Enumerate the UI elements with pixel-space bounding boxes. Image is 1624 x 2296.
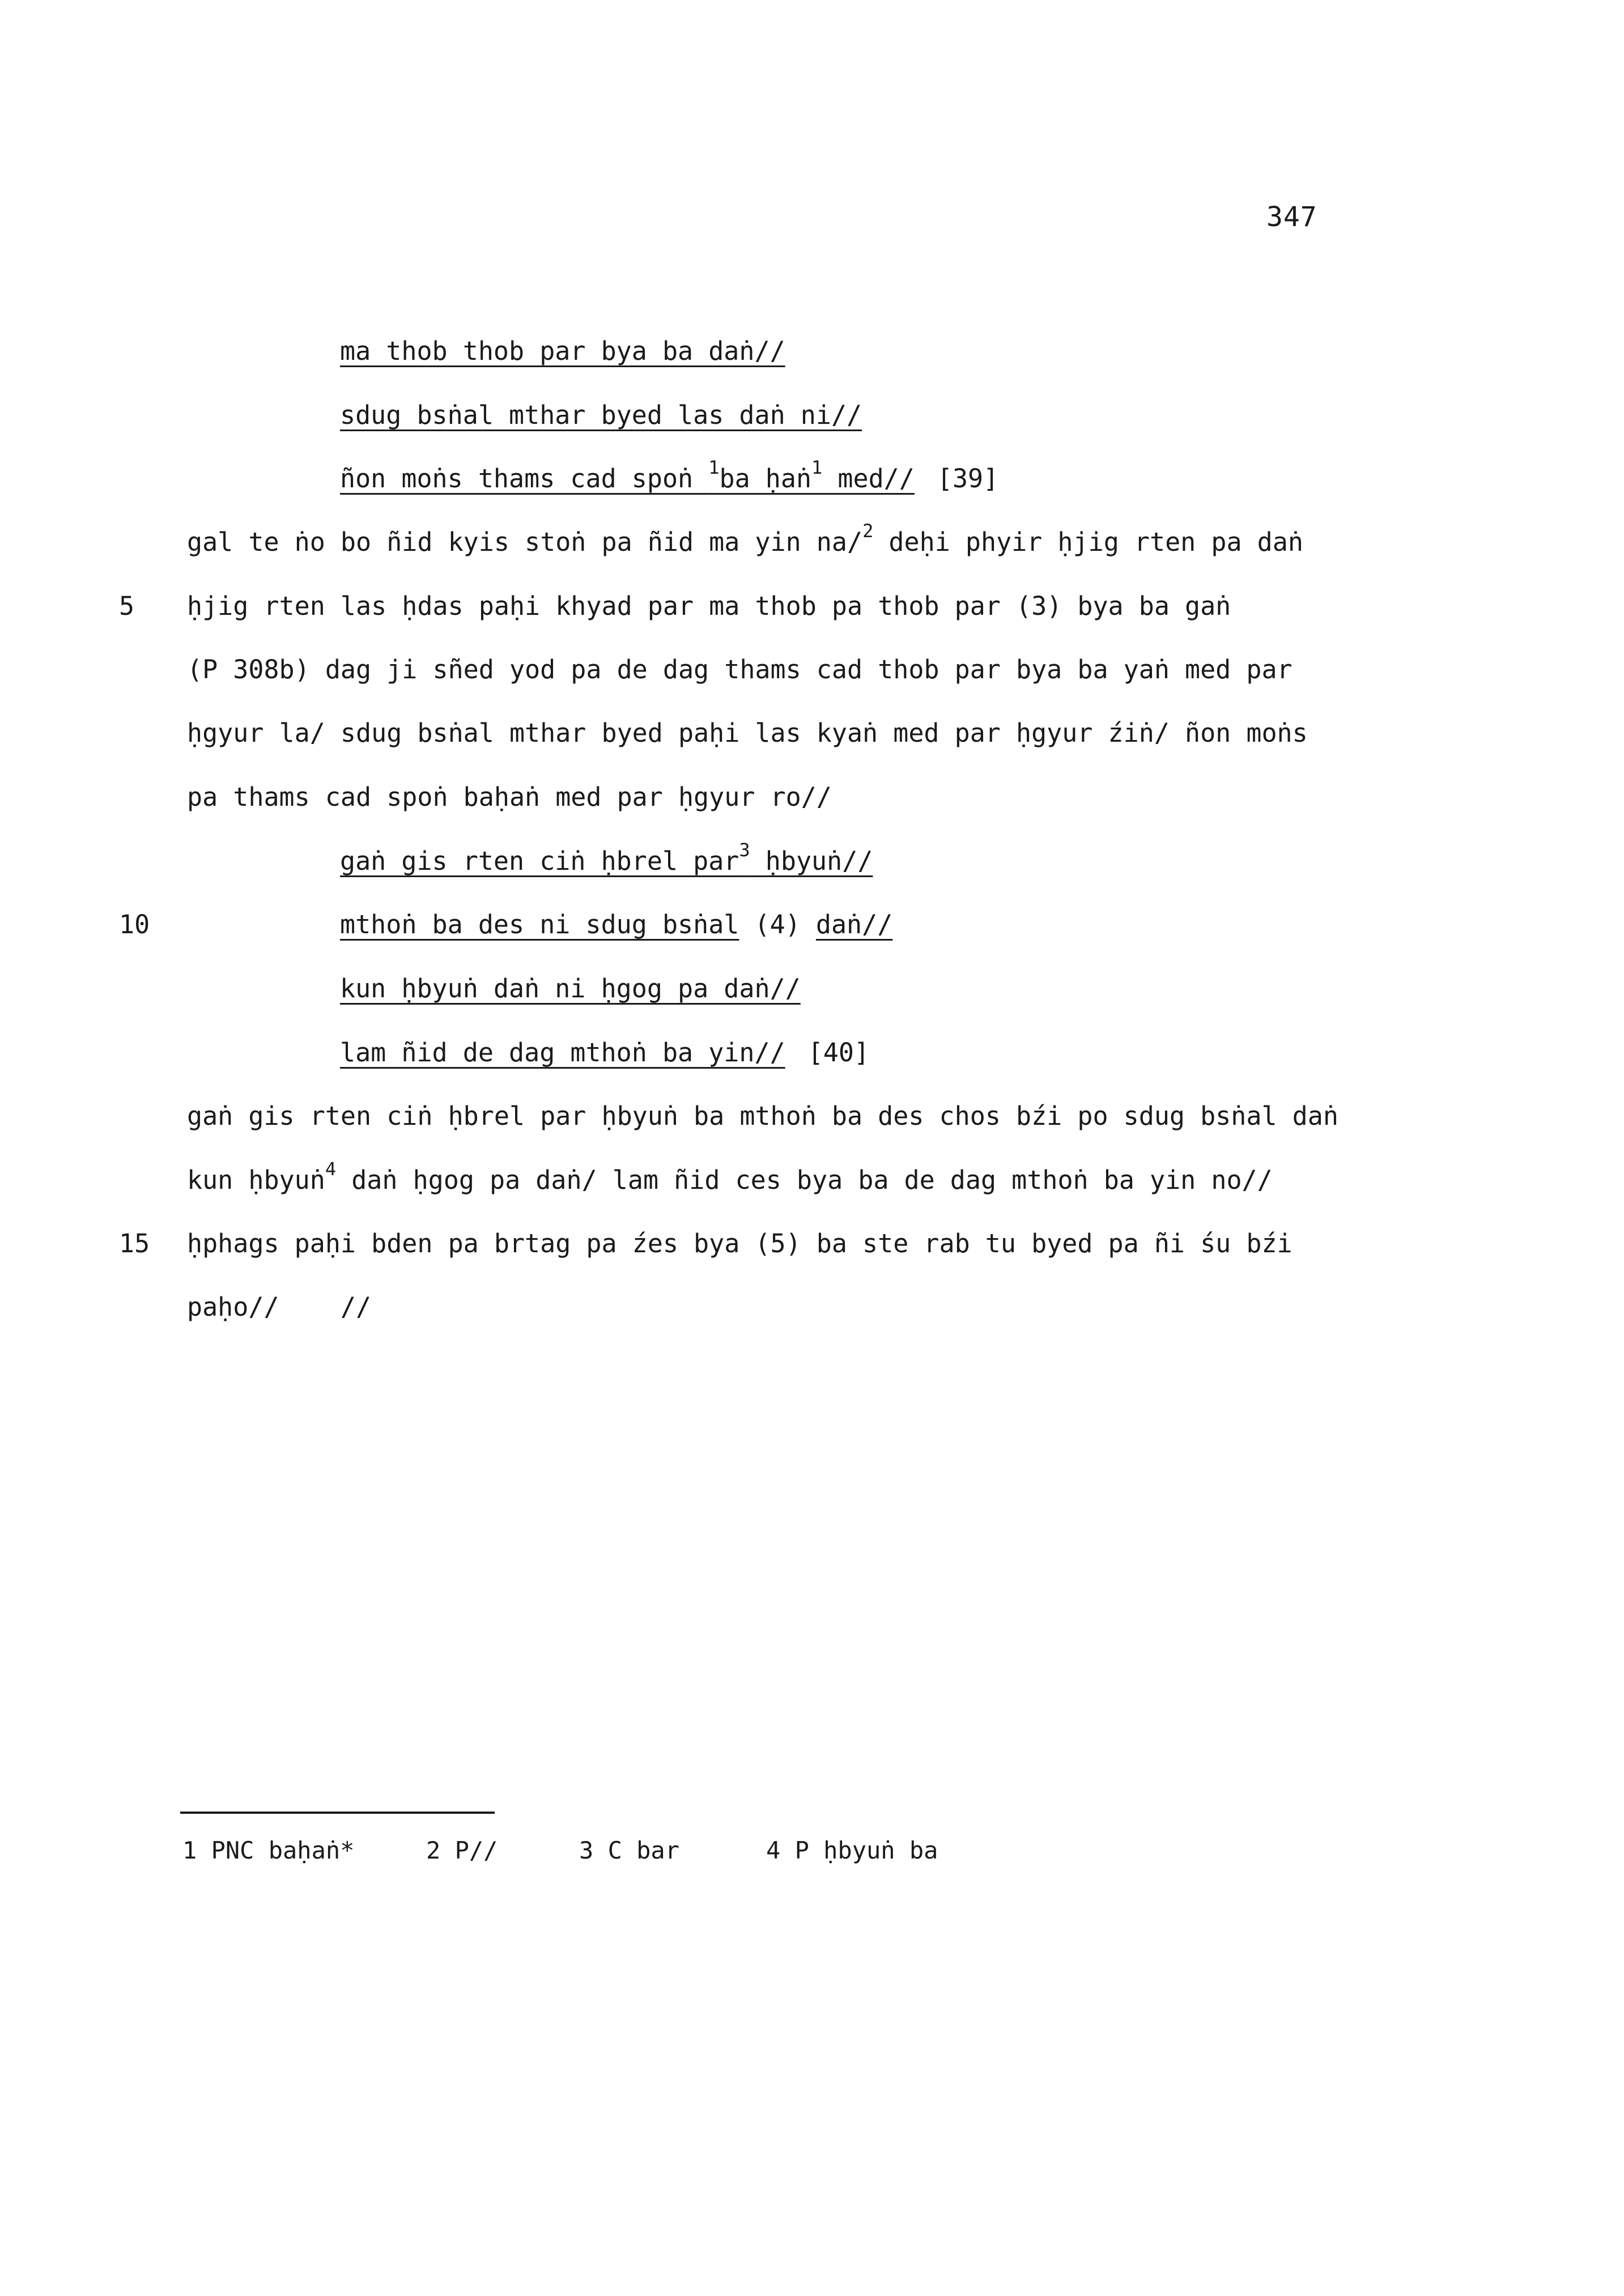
verse-reference: [39] bbox=[937, 464, 999, 494]
line-number-15: 15 bbox=[119, 1228, 150, 1258]
footnote-rule bbox=[180, 1812, 495, 1814]
line-number-5: 5 bbox=[119, 591, 135, 621]
footnote-1: 1 PNC baḥaṅ* bbox=[182, 1836, 355, 1864]
page-number: 347 bbox=[1266, 201, 1317, 233]
prose-line-15: ḥphags paḥi bden pa brtag pa źes bya (5) ba ste rab tu byed pa ñi śu bźi bbox=[187, 1228, 1293, 1258]
footnotes bbox=[182, 1834, 938, 1868]
prose-line-8: pa thams cad spoṅ baḥaṅ med par ḥgyur ro// bbox=[187, 782, 832, 812]
verse-reference: [40] bbox=[807, 1038, 870, 1068]
footnote-2: 2 P// bbox=[426, 1836, 498, 1864]
verse-39-line-3: ñon moṅs thams cad spoṅ $^1$ba ḥaṅ$^1$ med// [39] bbox=[340, 457, 999, 494]
verse-39-line-1: ma thob thob par bya ba daṅ// bbox=[340, 336, 785, 366]
prose-line-16: paḥo// // bbox=[187, 1292, 372, 1322]
line-number-10: 10 bbox=[119, 909, 150, 939]
verse-40-line-4: lam ñid de dag mthoṅ ba yin// [40] bbox=[340, 1038, 870, 1068]
verse-40-line-1: gaṅ gis rten ciṅ ḥbrel par$^3$ ḥbyuṅ// bbox=[340, 839, 873, 876]
prose-line-7: ḥgyur la/ sdug bsṅal mthar byed paḥi las kyaṅ med par ḥgyur źiṅ/ ñon moṅs bbox=[187, 718, 1308, 748]
verse-40-line-2: mthoṅ ba des ni sdug bsṅal (4) daṅ// bbox=[340, 909, 893, 939]
prose-line-13: gaṅ gis rten ciṅ ḥbrel par ḥbyuṅ ba mthoṅ ba des chos bźi po sdug bsṅal daṅ bbox=[187, 1101, 1338, 1131]
footnote-3: 3 C bar bbox=[579, 1836, 680, 1864]
footnote-4: 4 P ḥbyuṅ ba bbox=[766, 1836, 938, 1864]
prose-line-6: (P 308b) dag ji sñed yod pa de dag thams cad thob par bya ba yaṅ med par bbox=[187, 654, 1293, 684]
prose-line-14: kun ḥbyuṅ$^4$ daṅ ḥgog pa daṅ/ lam ñid ces bya ba de dag mthoṅ ba yin no// bbox=[187, 1158, 1273, 1195]
verse-39-line-2: sdug bsṅal mthar byed las daṅ ni// bbox=[340, 400, 862, 430]
verse-40-line-3: kun ḥbyuṅ daṅ ni ḥgog pa daṅ// bbox=[340, 973, 801, 1004]
prose-line-4: gal te ṅo bo ñid kyis stoṅ pa ñid ma yin na/$^2$ deḥi phyir ḥjig rten pa daṅ bbox=[187, 520, 1303, 557]
prose-line-5: ḥjig rten las ḥdas paḥi khyad par ma thob pa thob par (3) bya ba gaṅ bbox=[187, 591, 1231, 621]
